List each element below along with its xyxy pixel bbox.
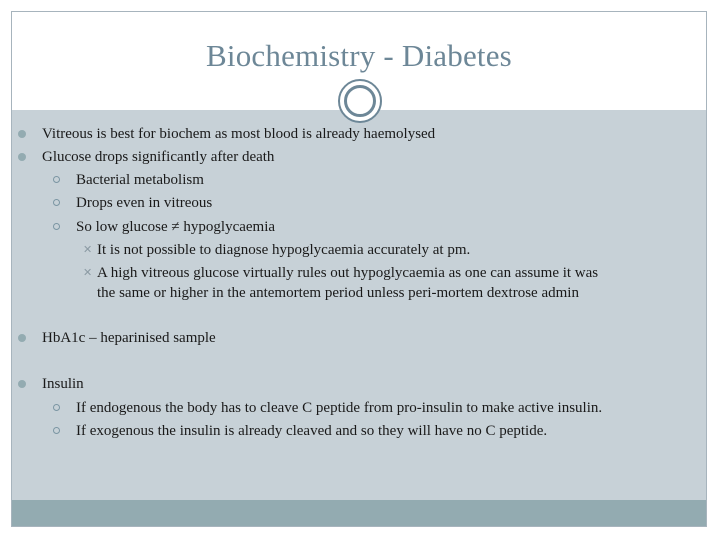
bullet-text: Vitreous is best for biochem as most blood is already haemolysed [42,126,436,142]
slide-title: Biochemistry - Diabetes [206,38,512,73]
hollow-circle-bullet-icon [53,176,60,183]
sub-sub-bullet-text: It is not possible to diagnose hypoglycaemia accurately at pm. [97,242,471,258]
hollow-circle-bullet-icon [53,427,60,434]
x-mark-bullet-icon: ✕ [83,244,93,256]
sub-bullet-text: Bacterial metabolism [76,172,204,188]
slide [11,11,707,527]
hollow-circle-bullet-icon [53,199,60,206]
filled-circle-bullet-icon [18,130,26,138]
hollow-circle-bullet-icon [53,223,60,230]
filled-circle-bullet-icon [18,153,26,161]
sub-bullet-text: Drops even in vitreous [76,195,213,211]
sub-sub-bullet-text: the same or higher in the antemortem period unless peri-mortem dextrose admin [97,285,579,301]
bullet-text: Glucose drops significantly after death [42,149,275,165]
sub-bullet-text: If exogenous the insulin is already cleaved and so they will have no C peptide. [76,423,548,439]
filled-circle-bullet-icon [18,334,26,342]
sub-bullet-text: If endogenous the body has to cleave C peptide from pro-insulin to make active insulin. [76,400,603,416]
filled-circle-bullet-icon [18,380,26,388]
bullet-text: HbA1c – heparinised sample [42,330,216,346]
sub-bullet-text: So low glucose ≠ hypoglycaemia [76,219,276,235]
hollow-circle-bullet-icon [53,404,60,411]
sub-sub-bullet-text: A high vitreous glucose virtually rules out hypoglycaemia as one can assume it was [97,265,599,281]
x-mark-bullet-icon: ✕ [83,267,93,279]
bullet-list [12,12,706,526]
bullet-text: Insulin [42,376,84,392]
